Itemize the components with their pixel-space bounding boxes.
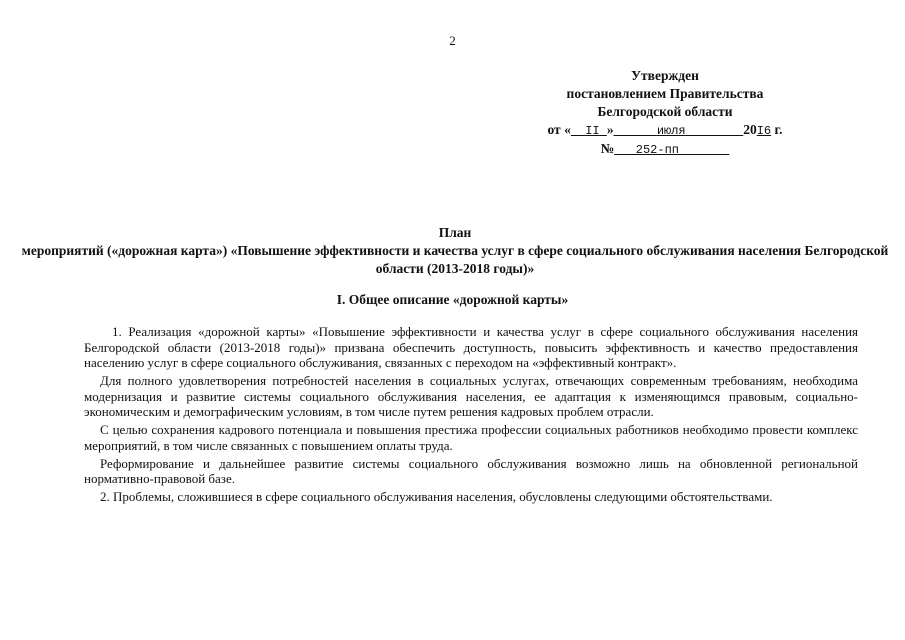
- date-year-suffix: I6: [756, 124, 772, 138]
- page-number: 2: [449, 33, 456, 48]
- document-body: [84, 324, 858, 507]
- date-mid: »: [606, 122, 614, 137]
- date-year-prefix: 20: [743, 122, 757, 137]
- date-day: II: [585, 124, 600, 138]
- plan-title-line-2: мероприятий («дорожная карта») «Повышение эффективности и качества услуг в сфере социального обслуживания населения Белгородской области (2013-2018 годы)»: [21, 243, 889, 276]
- approval-number: [530, 140, 800, 159]
- paragraph: С целью сохранения кадрового потенциала и повышения престижа профессии социальных работников необходимо провести комплекс мероприятий, в том числе связанных с повышением оплаты труда.: [84, 422, 858, 453]
- date-year-end: г.: [774, 122, 783, 137]
- date-month: июля: [656, 124, 686, 138]
- paragraph: Реформирование и дальнейшее развитие системы социального обслуживания возможно лишь на обновленной региональной нормативно-правовой базе.: [84, 455, 858, 486]
- plan-title: [20, 224, 890, 278]
- section-heading: I. Общее описание «дорожной карты»: [336, 292, 569, 307]
- approval-line-2: постановлением Правительства: [566, 86, 764, 101]
- paragraph: 2. Проблемы, сложившиеся в сфере социального обслуживания населения, обусловлены следующими обстоятельствами.: [100, 489, 773, 504]
- number-prefix: №: [600, 141, 615, 156]
- approval-stamp: [530, 67, 800, 159]
- approval-line-3: Белгородской области: [597, 104, 733, 119]
- number-value: 252-пп: [635, 143, 679, 157]
- plan-title-line-1: План: [438, 225, 472, 240]
- paragraph: Для полного удовлетворения потребностей населения в социальных услугах, отвечающих современным требованиям, необходима модернизация и развитие системы социального обслуживания населения, ее адаптация к изменяющимся правовым, социально-экономическим и демографическим условиям, в том числе путем решения кадровых проблем отрасли.: [84, 373, 858, 419]
- date-prefix: от «: [547, 122, 571, 137]
- approval-line-1: Утвержден: [631, 68, 699, 83]
- approval-date: [530, 121, 800, 140]
- paragraph: 1. Реализация «дорожной карты» «Повышение эффективности и качества услуг в сфере социального обслуживания населения Белгородской области (2013-2018 годы)» призвана обеспечить доступность, повысить эффективность и качество предоставления населению услуг в сфере социального обслуживания, связанных с переходом на «эффективный контракт».: [84, 324, 858, 370]
